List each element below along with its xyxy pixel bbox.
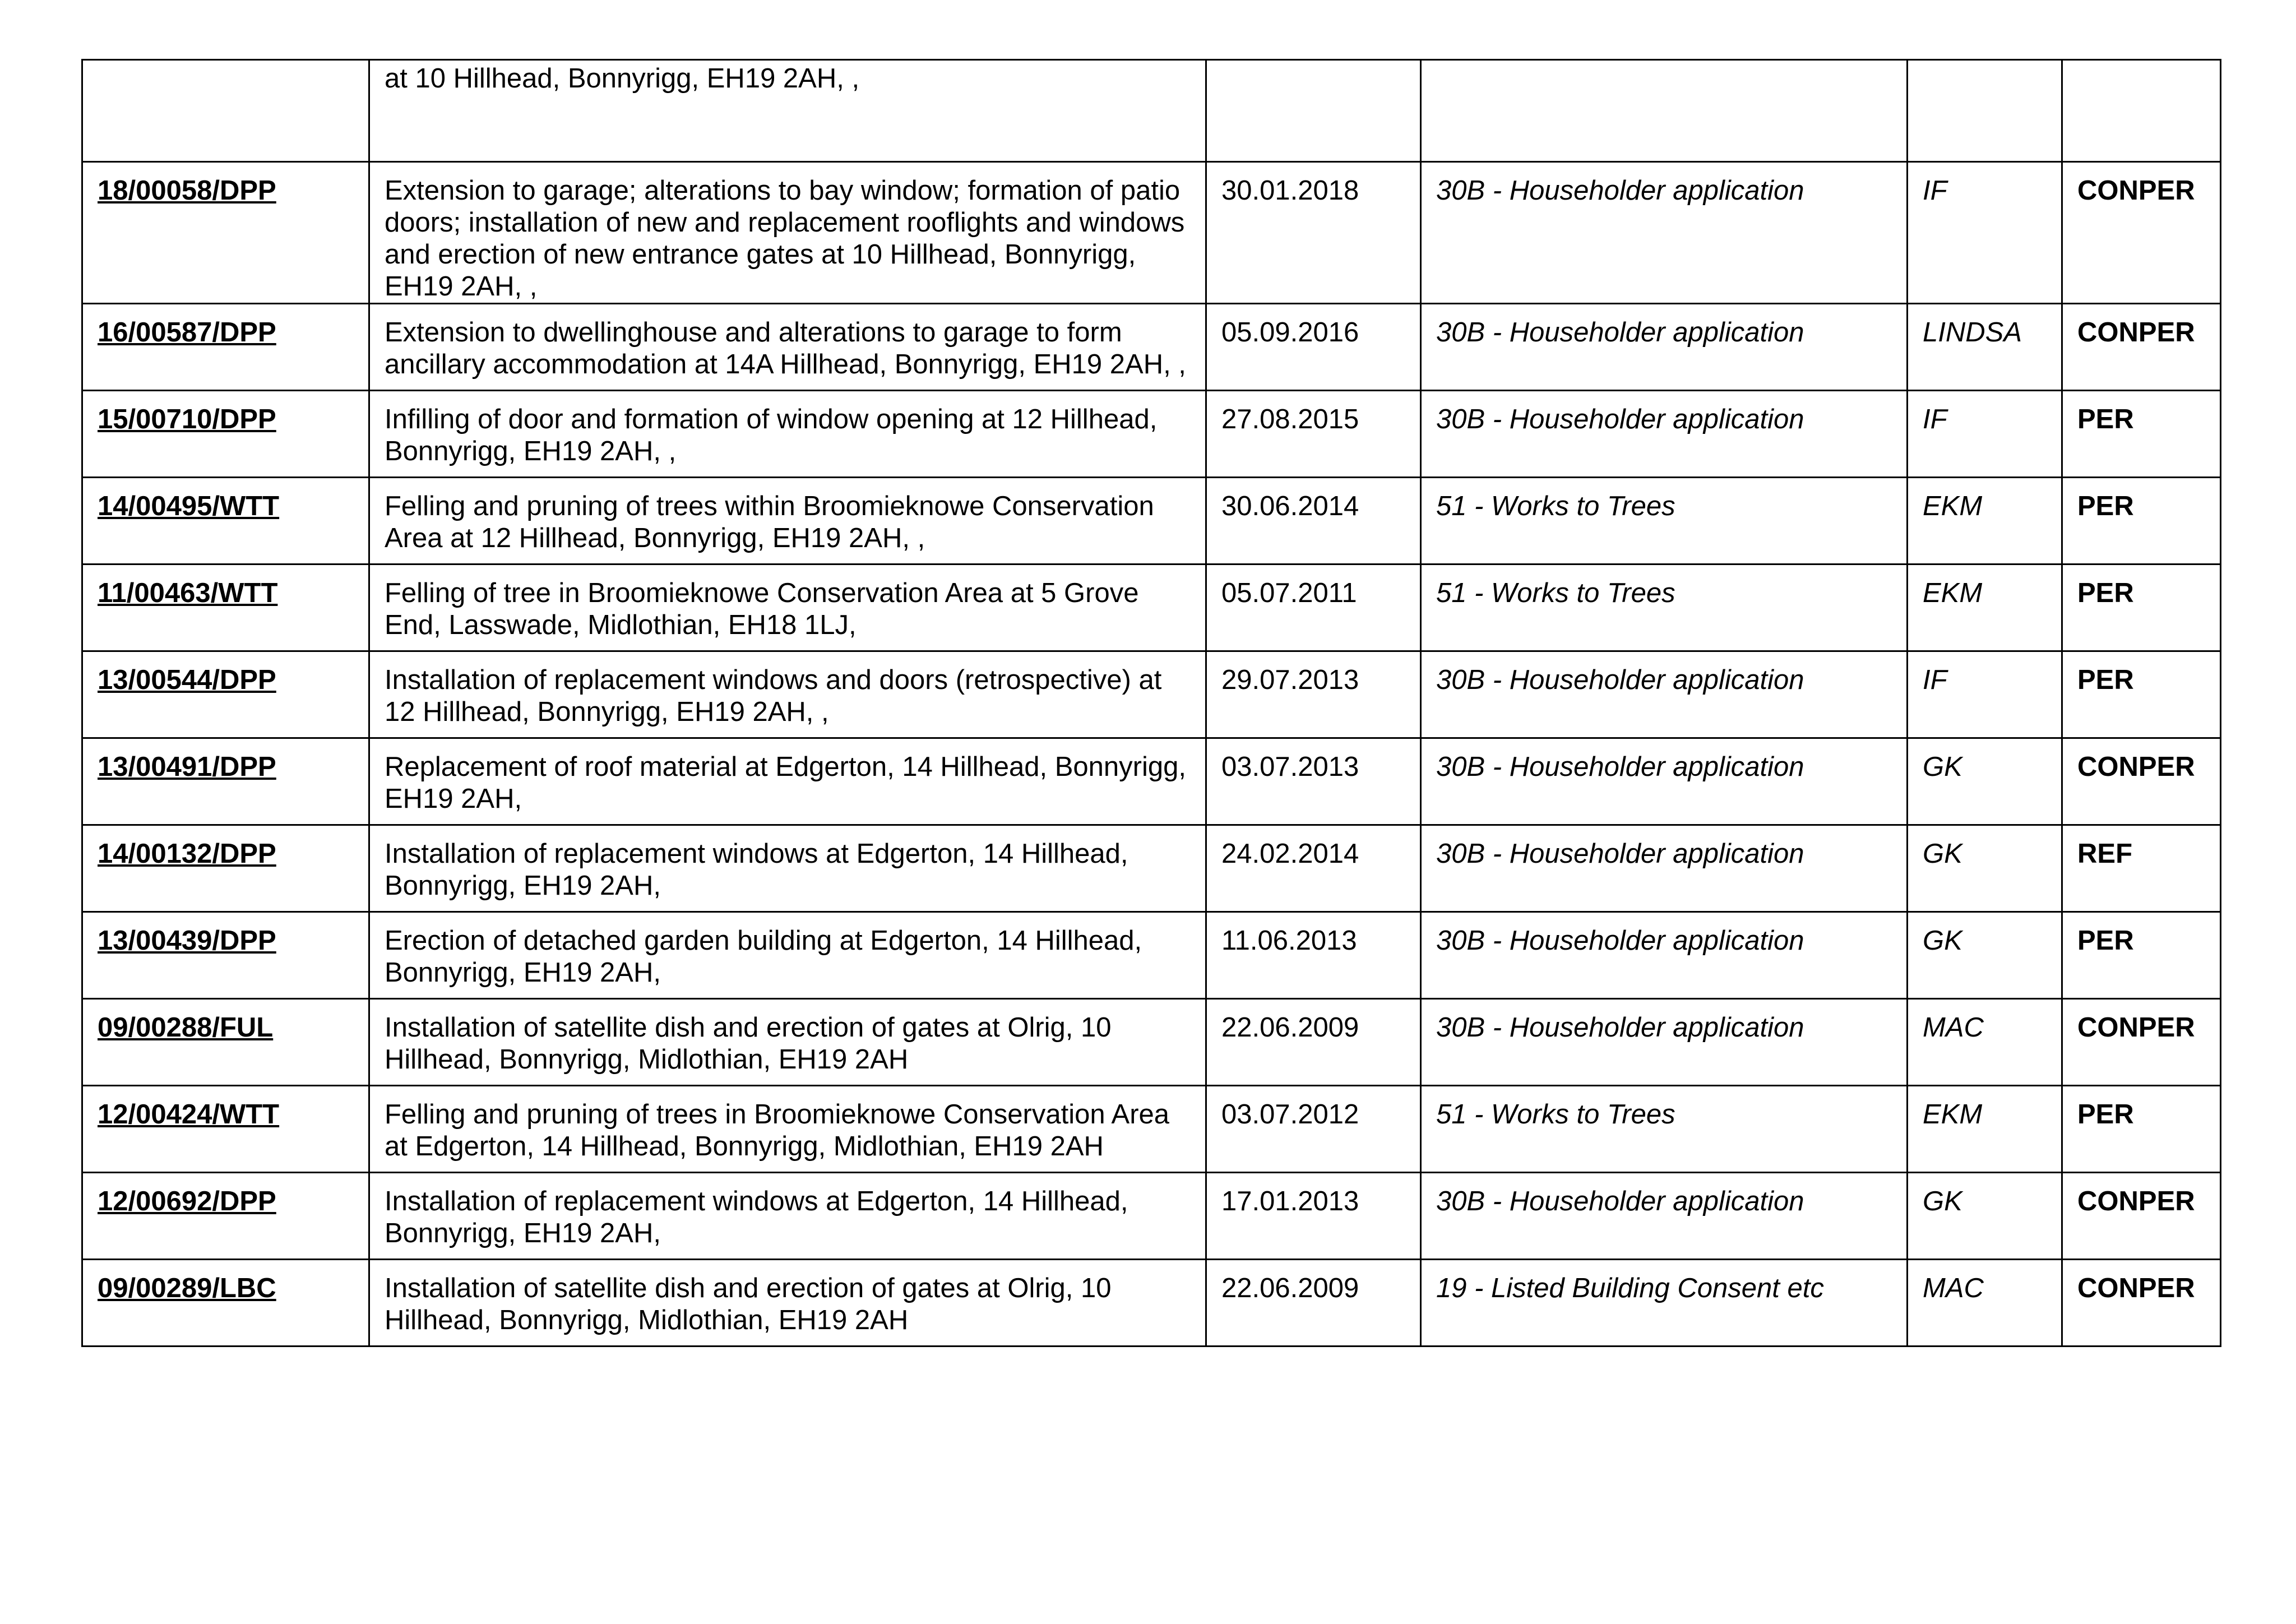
officer-cell: GK [1923, 1186, 1962, 1216]
reference-link[interactable]: 15/00710/DPP [98, 404, 276, 434]
date-cell: 05.07.2011 [1221, 578, 1357, 608]
officer-cell: IF [1923, 665, 1947, 695]
reference-link[interactable]: 12/00424/WTT [98, 1099, 280, 1130]
date-cell: 24.02.2014 [1221, 839, 1359, 869]
officer-cell: MAC [1923, 1012, 1984, 1043]
decision-cell: PER [2077, 578, 2134, 608]
date-cell [1206, 162, 1421, 304]
type-cell: 30B - Householder application [1436, 926, 1804, 956]
officer-cell: EKM [1923, 491, 1983, 521]
officer-cell [1908, 565, 2062, 651]
table-row [82, 162, 2221, 304]
reference-cell [82, 999, 369, 1086]
table-row [82, 1260, 2221, 1347]
description-cell: Installation of satellite dish and erection of gates at Olrig, 10 Hillhead, Bonnyrigg, Midlothian, EH19 2AH [385, 1273, 1112, 1335]
type-cell [1421, 60, 1908, 162]
table-row [82, 565, 2221, 651]
reference-cell [82, 1086, 369, 1173]
table-row [82, 304, 2221, 391]
officer-cell [1908, 651, 2062, 738]
description-cell: Erection of detached garden building at Edgerton, 14 Hillhead, Bonnyrigg, EH19 2AH, [385, 926, 1142, 988]
description-cell [369, 565, 1206, 651]
date-cell: 17.01.2013 [1221, 1186, 1359, 1216]
description-cell: Installation of replacement windows and doors (retrospective) at 12 Hillhead, Bonnyrigg, EH19 2AH, , [385, 665, 1162, 727]
reference-cell [82, 304, 369, 391]
table-body [82, 60, 2221, 1347]
description-cell [369, 825, 1206, 912]
reference-link[interactable]: 13/00439/DPP [98, 926, 276, 956]
description-cell [369, 391, 1206, 478]
table-row [82, 912, 2221, 999]
reference-link[interactable]: 12/00692/DPP [98, 1186, 276, 1216]
decision-cell: PER [2077, 404, 2134, 434]
decision-cell [2062, 825, 2221, 912]
description-cell: Felling of tree in Broomieknowe Conservation Area at 5 Grove End, Lasswade, Midlothian, EH18 1LJ, [385, 578, 1139, 640]
reference-cell [82, 651, 369, 738]
decision-cell [2062, 999, 2221, 1086]
description-cell: Felling and pruning of trees in Broomieknowe Conservation Area at Edgerton, 14 Hillhead, Bonnyrigg, Midlothian, EH19 2AH [385, 1099, 1170, 1162]
table-row [82, 999, 2221, 1086]
decision-cell: CONPER [2077, 1186, 2195, 1216]
decision-cell: CONPER [2077, 752, 2195, 782]
type-cell [1421, 825, 1908, 912]
decision-cell [2062, 304, 2221, 391]
document-page [81, 59, 2220, 1347]
table-row [82, 738, 2221, 825]
date-cell: 30.06.2014 [1221, 491, 1359, 521]
reference-link[interactable]: 11/00463/WTT [98, 578, 278, 608]
decision-cell [2062, 651, 2221, 738]
description-cell: Installation of satellite dish and erection of gates at Olrig, 10 Hillhead, Bonnyrigg, Midlothian, EH19 2AH [385, 1012, 1112, 1075]
officer-cell: IF [1923, 404, 1947, 434]
reference-cell [82, 478, 369, 565]
description-cell [369, 999, 1206, 1086]
decision-cell [2062, 1086, 2221, 1173]
description-cell: at 10 Hillhead, Bonnyrigg, EH19 2AH, , [369, 60, 1206, 162]
type-cell [1421, 651, 1908, 738]
decision-cell [2062, 912, 2221, 999]
reference-cell [82, 60, 369, 162]
reference-cell [82, 825, 369, 912]
reference-link[interactable]: 13/00544/DPP [98, 665, 276, 695]
officer-cell: EKM [1923, 578, 1983, 608]
decision-cell [2062, 1260, 2221, 1347]
type-cell: 19 - Listed Building Consent etc [1436, 1273, 1824, 1303]
officer-cell: GK [1923, 752, 1962, 782]
type-cell [1421, 912, 1908, 999]
date-cell [1206, 565, 1421, 651]
description-cell: Installation of replacement windows at Edgerton, 14 Hillhead, Bonnyrigg, EH19 2AH, [385, 1186, 1128, 1248]
type-cell [1421, 999, 1908, 1086]
date-cell: 03.07.2012 [1221, 1099, 1359, 1130]
date-cell [1206, 999, 1421, 1086]
officer-cell [1908, 60, 2062, 162]
reference-cell [82, 1173, 369, 1260]
decision-cell: PER [2077, 926, 2134, 956]
date-cell [1206, 825, 1421, 912]
description-cell: Infilling of door and formation of window opening at 12 Hillhead, Bonnyrigg, EH19 2AH, , [385, 404, 1158, 466]
officer-cell: GK [1923, 839, 1962, 869]
description-cell: Installation of replacement windows at Edgerton, 14 Hillhead, Bonnyrigg, EH19 2AH, [385, 839, 1128, 901]
reference-link[interactable]: 14/00495/WTT [98, 491, 280, 521]
officer-cell [1908, 738, 2062, 825]
decision-cell: PER [2077, 491, 2134, 521]
date-cell [1206, 738, 1421, 825]
description-cell: Extension to garage; alterations to bay window; formation of patio doors; installation of new and replacement rooflights and windows and erection of new entrance gates at 10 Hillhead, Bonnyrigg, EH19 2AH, , [385, 175, 1185, 302]
officer-cell: IF [1923, 175, 1947, 206]
date-cell [1206, 1260, 1421, 1347]
type-cell: 30B - Householder application [1436, 317, 1804, 348]
type-cell: 30B - Householder application [1436, 839, 1804, 869]
date-cell: 11.06.2013 [1221, 926, 1357, 956]
reference-link[interactable]: 09/00288/FUL [98, 1012, 274, 1043]
date-cell [1206, 478, 1421, 565]
type-cell: 51 - Works to Trees [1436, 1099, 1675, 1130]
officer-cell: MAC [1923, 1273, 1984, 1303]
description-cell [369, 162, 1206, 304]
reference-cell [82, 912, 369, 999]
type-cell [1421, 1173, 1908, 1260]
type-cell: 30B - Householder application [1436, 665, 1804, 695]
date-cell: 30.01.2018 [1221, 175, 1359, 206]
type-cell [1421, 1260, 1908, 1347]
table-row [82, 1173, 2221, 1260]
description-cell: Replacement of roof material at Edgerton, 14 Hillhead, Bonnyrigg, EH19 2AH, [385, 752, 1186, 814]
type-cell: 51 - Works to Trees [1436, 491, 1675, 521]
type-cell: 51 - Works to Trees [1436, 578, 1675, 608]
date-cell: 05.09.2016 [1221, 317, 1359, 348]
decision-cell: PER [2077, 1099, 2134, 1130]
officer-cell [1908, 391, 2062, 478]
planning-applications-table [81, 59, 2221, 1347]
officer-cell [1908, 825, 2062, 912]
type-cell: 30B - Householder application [1436, 1186, 1804, 1216]
type-cell: 30B - Householder application [1436, 175, 1804, 206]
date-cell: 29.07.2013 [1221, 665, 1359, 695]
decision-cell [2062, 565, 2221, 651]
description-cell [369, 1260, 1206, 1347]
decision-cell: CONPER [2077, 1012, 2195, 1043]
description-cell [369, 738, 1206, 825]
date-cell [1206, 1173, 1421, 1260]
description-cell [369, 651, 1206, 738]
description-cell [369, 1173, 1206, 1260]
date-cell [1206, 60, 1421, 162]
table-row-continuation [82, 60, 2221, 162]
date-cell: 22.06.2009 [1221, 1012, 1359, 1043]
decision-cell [2062, 738, 2221, 825]
officer-cell: LINDSA [1923, 317, 2022, 348]
decision-cell: REF [2077, 839, 2132, 869]
officer-cell [1908, 999, 2062, 1086]
table-row [82, 651, 2221, 738]
type-cell [1421, 478, 1908, 565]
description-cell [369, 1086, 1206, 1173]
decision-cell [2062, 1173, 2221, 1260]
officer-cell [1908, 912, 2062, 999]
table-row [82, 391, 2221, 478]
officer-cell [1908, 304, 2062, 391]
description-cell [369, 912, 1206, 999]
type-cell: 30B - Householder application [1436, 1012, 1804, 1043]
reference-link[interactable]: 16/00587/DPP [98, 317, 276, 348]
decision-cell: PER [2077, 665, 2134, 695]
type-cell [1421, 391, 1908, 478]
date-cell: 03.07.2013 [1221, 752, 1359, 782]
decision-cell: CONPER [2077, 1273, 2195, 1303]
date-cell [1206, 1086, 1421, 1173]
officer-cell [1908, 1173, 2062, 1260]
reference-cell [82, 565, 369, 651]
table-row [82, 825, 2221, 912]
officer-cell [1908, 1086, 2062, 1173]
description-cell [369, 304, 1206, 391]
reference-cell [82, 391, 369, 478]
officer-cell: GK [1923, 926, 1962, 956]
table-row [82, 478, 2221, 565]
officer-cell [1908, 478, 2062, 565]
date-cell [1206, 391, 1421, 478]
date-cell [1206, 304, 1421, 391]
date-cell [1206, 912, 1421, 999]
decision-cell [2062, 478, 2221, 565]
type-cell [1421, 304, 1908, 391]
reference-cell [82, 162, 369, 304]
officer-cell: EKM [1923, 1099, 1983, 1130]
reference-link[interactable]: 14/00132/DPP [98, 839, 276, 869]
type-cell: 30B - Householder application [1436, 404, 1804, 434]
type-cell: 30B - Householder application [1436, 752, 1804, 782]
decision-cell [2062, 162, 2221, 304]
type-cell [1421, 738, 1908, 825]
reference-link[interactable]: 13/00491/DPP [98, 752, 276, 782]
reference-cell [82, 1260, 369, 1347]
reference-link[interactable]: 18/00058/DPP [98, 175, 276, 206]
date-cell [1206, 651, 1421, 738]
description-cell [369, 478, 1206, 565]
decision-cell: CONPER [2077, 175, 2195, 206]
decision-cell: CONPER [2077, 317, 2195, 348]
reference-cell [82, 738, 369, 825]
date-cell: 27.08.2015 [1221, 404, 1359, 434]
table-row [82, 1086, 2221, 1173]
type-cell [1421, 162, 1908, 304]
type-cell [1421, 1086, 1908, 1173]
decision-cell [2062, 60, 2221, 162]
type-cell [1421, 565, 1908, 651]
officer-cell [1908, 162, 2062, 304]
description-cell: Extension to dwellinghouse and alterations to garage to form ancillary accommodation at 14A Hillhead, Bonnyrigg, EH19 2AH, , [385, 317, 1186, 380]
description-cell: Felling and pruning of trees within Broomieknowe Conservation Area at 12 Hillhead, Bonnyrigg, EH19 2AH, , [385, 491, 1154, 553]
officer-cell [1908, 1260, 2062, 1347]
reference-link[interactable]: 09/00289/LBC [98, 1273, 276, 1303]
decision-cell [2062, 391, 2221, 478]
date-cell: 22.06.2009 [1221, 1273, 1359, 1303]
